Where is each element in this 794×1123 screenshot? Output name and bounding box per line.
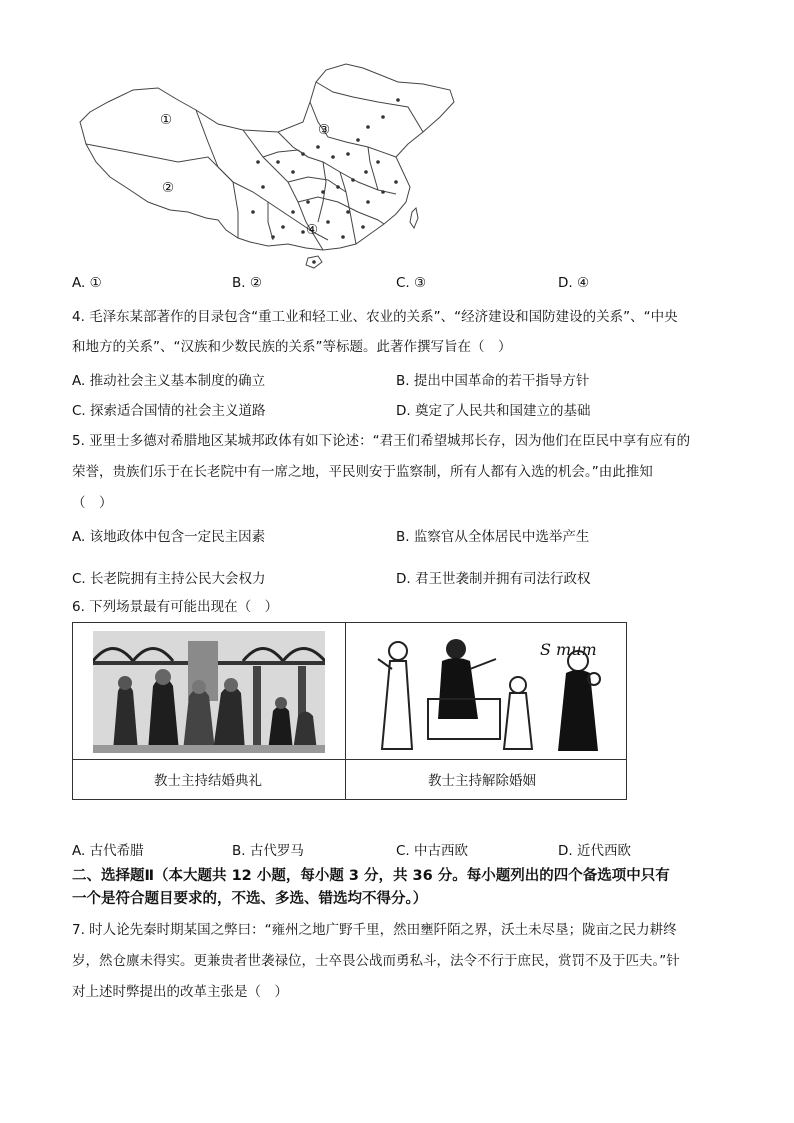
q5-option-a[interactable]: A. 该地政体中包含一定民主因素 [72,529,266,545]
q4-stem-line2: 和地方的关系”、“汉族和少数民族的关系”等标题。此著作撰写旨在（ ） [72,339,512,355]
q3-option-a[interactable]: A. ① [72,275,102,291]
q4-option-b[interactable]: B. 提出中国革命的若干指导方针 [396,373,590,389]
q4-option-d[interactable]: D. 奠定了人民共和国建立的基础 [396,403,591,419]
q4-stem-line1: 4. 毛泽东某部著作的目录包含“重工业和轻工业、农业的关系”、“经济建设和国防建设的关系”、“中央 [72,309,678,325]
q5-option-d[interactable]: D. 君王世袭制并拥有司法行政权 [396,571,591,587]
q6-option-a[interactable]: A. 古代希腊 [72,843,144,859]
map-marker-4: ④ [306,222,319,238]
q7-stem-line1: 7. 时人论先秦时期某国之弊曰：“雍州之地广野千里，然田壅阡陌之界，沃土未尽垦；陇亩之民力耕终 [72,922,677,938]
q3-option-d[interactable]: D. ④ [558,275,590,291]
map-marker-1: ① [160,112,173,128]
q6-caption-right: 教士主持解除婚姻 [428,773,536,789]
q7-stem-line2: 岁，然仓廪未得实。更兼贵者世袭禄位，士卒畏公战而勇私斗，法令不行于庶民，赏罚不及于匹夫。”针 [72,953,680,969]
q4-option-a[interactable]: A. 推动社会主义基本制度的确立 [72,373,266,389]
q3-option-b[interactable]: B. ② [232,275,262,291]
q7-stem-line3: 对上述时弊提出的改革主张是（ ） [72,984,288,1000]
scroll-inscription: S mum [540,640,597,659]
q6-option-d[interactable]: D. 近代西欧 [558,843,631,859]
china-map-figure [78,62,458,272]
q6-scene-table [72,622,627,800]
table-divider [345,623,346,799]
q5-stem-line1: 5. 亚里士多德对希腊地区某城邦政体有如下论述：“君王们希望城邦长存，因为他们在臣民中享有应有的 [72,433,691,449]
q6-option-b[interactable]: B. 古代罗马 [232,843,304,859]
q5-stem-line2: 荣誉，贵族们乐于在长老院中有一席之地，平民则安于监察制，所有人都有入选的机会。”由此推知 [72,464,653,480]
map-marker-2: ② [162,180,175,196]
q6-caption-left: 教士主持结婚典礼 [154,773,262,789]
china-map-outline [78,62,458,272]
q5-option-b[interactable]: B. 监察官从全体居民中选举产生 [396,529,590,545]
table-divider [73,759,626,760]
q5-stem-line3: （ ） [72,495,113,511]
map-marker-3: ③ [318,122,331,138]
q4-option-c[interactable]: C. 探索适合国情的社会主义道路 [72,403,266,419]
wedding-scene-image [93,631,325,753]
annulment-scene-image [368,629,608,755]
q3-option-c[interactable]: C. ③ [396,275,427,291]
q5-option-c[interactable]: C. 长老院拥有主持公民大会权力 [72,571,266,587]
section2-heading-line2: 一个是符合题目要求的，不选、多选、错选均不得分。） [72,891,428,907]
q6-stem: 6. 下列场景最有可能出现在（ ） [72,599,279,615]
section2-heading-line1: 二、选择题Ⅱ（本大题共 12 小题，每小题 3 分，共 36 分。每小题列出的四个备选项中只有 [72,868,670,884]
q6-option-c[interactable]: C. 中古西欧 [396,843,469,859]
